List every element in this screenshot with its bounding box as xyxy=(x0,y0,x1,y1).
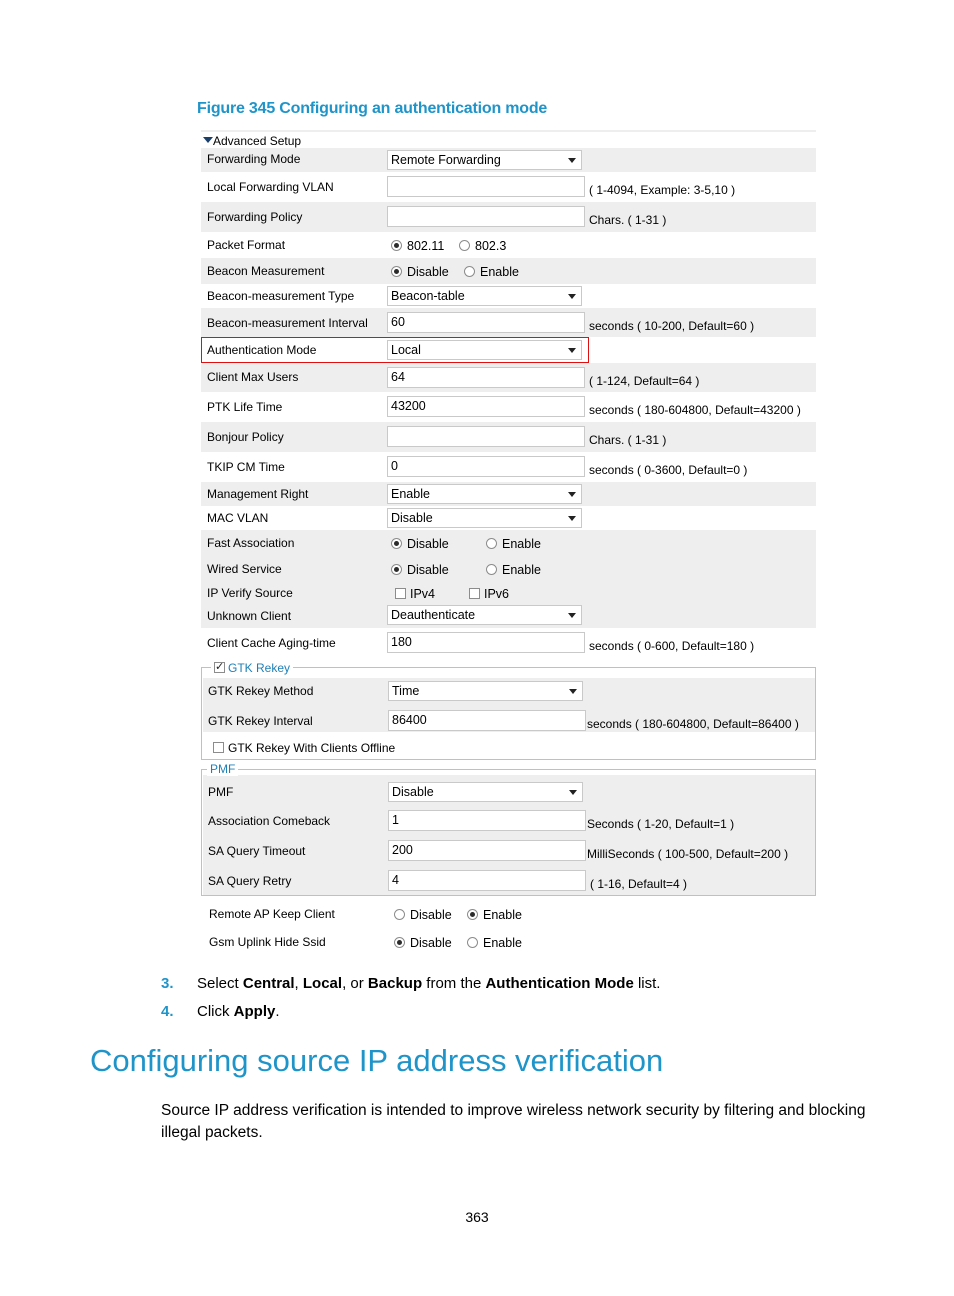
gtk-rekey-method-select[interactable] xyxy=(388,681,583,701)
authentication-mode-term: Authentication Mode xyxy=(485,975,634,992)
beacon-measurement-label: Beacon Measurement xyxy=(207,264,325,278)
wired-service-disable-label: Disable xyxy=(407,563,449,577)
beacon-measurement-type-value: Beacon-table xyxy=(391,289,465,303)
client-max-users-row xyxy=(201,363,816,392)
sa-query-retry-hint: ( 1-16, Default=4 ) xyxy=(590,877,688,891)
step-4-part: . xyxy=(275,1003,280,1020)
packet-format-row xyxy=(201,232,816,258)
packet-format-8023-radio[interactable] xyxy=(459,240,470,251)
remote-ap-keep-client-disable-label: Disable xyxy=(410,908,452,922)
chevron-down-icon xyxy=(569,790,577,795)
gsm-uplink-hide-ssid-enable-radio[interactable] xyxy=(467,937,478,948)
pmf-label: PMF xyxy=(208,785,234,799)
remote-ap-keep-client-enable-label: Enable xyxy=(483,908,522,922)
pmf-fieldset xyxy=(201,769,816,896)
packet-format-8023-label: 802.3 xyxy=(475,239,507,253)
packet-format-80211-label: 802.11 xyxy=(407,239,445,253)
packet-format-80211-radio[interactable] xyxy=(391,240,402,251)
forwarding-mode-select[interactable] xyxy=(387,150,582,170)
forwarding-mode-value: Remote Forwarding xyxy=(391,153,501,167)
step-4-number: 4. xyxy=(161,1003,174,1020)
bonjour-policy-input[interactable] xyxy=(387,426,585,447)
association-comeback-hint: Seconds ( 1-20, Default=1 ) xyxy=(587,817,735,831)
fast-association-label: Fast Association xyxy=(207,536,295,550)
sa-query-timeout-label: SA Query Timeout xyxy=(208,844,306,858)
beacon-measurement-enable-radio[interactable] xyxy=(464,266,475,277)
forwarding-mode-label: Forwarding Mode xyxy=(207,152,301,166)
local-forwarding-vlan-label: Local Forwarding VLAN xyxy=(207,180,334,194)
unknown-client-label: Unknown Client xyxy=(207,609,292,623)
management-right-row xyxy=(201,482,816,506)
step-3-part: , or xyxy=(342,975,368,992)
mac-vlan-row xyxy=(201,506,816,530)
beacon-measurement-row xyxy=(201,258,816,284)
forwarding-policy-hint: Chars. ( 1-31 ) xyxy=(589,213,667,227)
gtk-rekey-legend[interactable] xyxy=(211,661,293,675)
page-number: 363 xyxy=(465,1209,489,1225)
fast-association-disable-radio[interactable] xyxy=(391,538,402,549)
authentication-mode-value: Local xyxy=(391,343,421,357)
association-comeback-label: Association Comeback xyxy=(208,814,331,828)
ip-verify-ipv6-label: IPv6 xyxy=(484,587,510,601)
fast-association-enable-radio[interactable] xyxy=(486,538,497,549)
apply-term: Apply xyxy=(233,1003,276,1020)
forwarding-policy-label: Forwarding Policy xyxy=(207,210,303,224)
sa-query-retry-input[interactable]: 4 xyxy=(388,870,586,891)
unknown-client-row xyxy=(201,604,816,628)
ip-verify-ipv4-label: IPv4 xyxy=(410,587,436,601)
unknown-client-select[interactable] xyxy=(387,605,582,625)
beacon-measurement-enable-label: Enable xyxy=(480,265,519,279)
top-divider xyxy=(201,130,816,132)
tkip-cm-time-hint: seconds ( 0-3600, Default=0 ) xyxy=(589,463,748,477)
step-3-number: 3. xyxy=(161,975,174,992)
chevron-down-icon xyxy=(568,492,576,497)
local-option-term: Local xyxy=(302,975,343,992)
gtk-rekey-enable-checkbox[interactable] xyxy=(214,662,225,673)
management-right-select[interactable] xyxy=(387,484,582,504)
wired-service-row xyxy=(201,556,816,606)
body-paragraph: Source IP address verification is intended to improve wireless network security by filtering and blocking illegal packets. xyxy=(161,1102,866,1141)
chevron-down-icon xyxy=(568,613,576,618)
management-right-value: Enable xyxy=(391,487,430,501)
step-3-text xyxy=(197,975,660,992)
pmf-select[interactable] xyxy=(388,782,583,802)
ptk-life-time-label: PTK Life Time xyxy=(207,400,283,414)
gtk-rekey-offline-checkbox[interactable] xyxy=(213,742,224,753)
gsm-uplink-hide-ssid-disable-radio[interactable] xyxy=(394,937,405,948)
sa-query-timeout-input[interactable]: 200 xyxy=(388,840,586,861)
remote-ap-keep-client-enable-radio[interactable] xyxy=(467,909,478,920)
client-cache-aging-time-label: Client Cache Aging-time xyxy=(207,636,336,650)
advanced-setup-title: Advanced Setup xyxy=(213,134,302,148)
client-cache-aging-time-row xyxy=(201,628,816,658)
client-max-users-hint: ( 1-124, Default=64 ) xyxy=(589,374,700,388)
step-3-part: , xyxy=(294,975,303,992)
tkip-cm-time-label: TKIP CM Time xyxy=(207,460,285,474)
ptk-life-time-hint: seconds ( 180-604800, Default=43200 ) xyxy=(589,403,801,417)
gtk-rekey-interval-hint: seconds ( 180-604800, Default=86400 ) xyxy=(587,717,799,731)
beacon-measurement-interval-row xyxy=(201,308,816,337)
gsm-uplink-hide-ssid-label: Gsm Uplink Hide Ssid xyxy=(209,935,326,949)
backup-option-term: Backup xyxy=(367,975,423,992)
pmf-legend: PMF xyxy=(207,762,238,776)
forwarding-mode-row xyxy=(201,148,816,172)
wired-service-label: Wired Service xyxy=(207,562,282,576)
forwarding-policy-input[interactable] xyxy=(387,206,585,227)
beacon-measurement-type-row xyxy=(201,284,816,308)
collapse-triangle-icon[interactable] xyxy=(203,137,213,143)
management-right-label: Management Right xyxy=(207,487,309,501)
forwarding-policy-row xyxy=(201,202,816,232)
ptk-life-time-input[interactable]: 43200 xyxy=(387,396,585,417)
advanced-setup-header[interactable] xyxy=(201,133,816,149)
advanced-setup-form xyxy=(201,130,816,955)
gtk-rekey-offline-label: GTK Rekey With Clients Offline xyxy=(228,741,396,755)
mac-vlan-label: MAC VLAN xyxy=(207,511,269,525)
sa-query-retry-label: SA Query Retry xyxy=(208,874,292,888)
gtk-rekey-interval-label: GTK Rekey Interval xyxy=(208,714,313,728)
mac-vlan-value: Disable xyxy=(391,511,433,525)
gsm-uplink-hide-ssid-row xyxy=(201,932,816,956)
client-max-users-input[interactable]: 64 xyxy=(387,367,585,388)
local-forwarding-vlan-row xyxy=(201,172,816,202)
gtk-rekey-method-label: GTK Rekey Method xyxy=(208,684,314,698)
bonjour-policy-row xyxy=(201,422,816,452)
gtk-rekey-fieldset xyxy=(201,667,816,760)
step-4-part: Click xyxy=(197,1003,234,1020)
gtk-rekey-title: GTK Rekey xyxy=(228,661,291,675)
gsm-uplink-hide-ssid-disable-label: Disable xyxy=(410,936,452,950)
pmf-value: Disable xyxy=(392,785,434,799)
chevron-down-icon xyxy=(569,689,577,694)
step-3-part: list. xyxy=(633,975,661,992)
client-cache-aging-time-hint: seconds ( 0-600, Default=180 ) xyxy=(589,639,755,653)
fast-association-disable-label: Disable xyxy=(407,537,449,551)
ip-verify-ipv4-checkbox[interactable] xyxy=(395,588,406,599)
local-forwarding-vlan-hint: ( 1-4094, Example: 3-5,10 ) xyxy=(589,183,736,197)
tkip-cm-time-input[interactable]: 0 xyxy=(387,456,585,477)
step-3-part: from the xyxy=(422,975,486,992)
unknown-client-value: Deauthenticate xyxy=(391,608,476,622)
authentication-mode-highlight xyxy=(201,337,589,363)
beacon-measurement-type-select[interactable] xyxy=(387,286,582,306)
beacon-measurement-disable-label: Disable xyxy=(407,265,449,279)
client-max-users-label: Client Max Users xyxy=(207,370,299,384)
remote-ap-keep-client-disable-radio[interactable] xyxy=(394,909,405,920)
chevron-down-icon xyxy=(568,158,576,163)
beacon-measurement-disable-radio[interactable] xyxy=(391,266,402,277)
bonjour-policy-hint: Chars. ( 1-31 ) xyxy=(589,433,667,447)
remote-ap-keep-client-label: Remote AP Keep Client xyxy=(209,907,335,921)
mac-vlan-select[interactable] xyxy=(387,508,582,528)
section-heading: Configuring source IP address verification xyxy=(90,1043,664,1078)
gtk-rekey-interval-input[interactable]: 86400 xyxy=(388,710,586,731)
beacon-measurement-interval-label: Beacon-measurement Interval xyxy=(207,316,368,330)
wired-service-enable-radio[interactable] xyxy=(486,564,497,575)
chevron-down-icon xyxy=(568,294,576,299)
remote-ap-keep-client-row xyxy=(201,904,816,928)
sa-query-timeout-hint: MilliSeconds ( 100-500, Default=200 ) xyxy=(587,847,789,861)
association-comeback-input[interactable]: 1 xyxy=(388,810,586,831)
gtk-rekey-method-value: Time xyxy=(392,684,420,698)
chevron-down-icon xyxy=(568,516,576,521)
beacon-measurement-type-label: Beacon-measurement Type xyxy=(207,289,355,303)
wired-service-disable-radio[interactable] xyxy=(391,564,402,575)
ip-verify-source-label: IP Verify Source xyxy=(207,586,293,600)
tkip-cm-time-row xyxy=(201,452,816,482)
beacon-measurement-interval-input[interactable]: 60 xyxy=(387,312,585,333)
figure-caption: Figure 345 Configuring an authentication mode xyxy=(197,100,548,117)
ptk-life-time-row xyxy=(201,392,816,422)
local-forwarding-vlan-input[interactable] xyxy=(387,176,585,197)
fast-association-enable-label: Enable xyxy=(502,537,541,551)
beacon-measurement-interval-hint: seconds ( 10-200, Default=60 ) xyxy=(589,319,755,333)
ip-verify-ipv6-checkbox[interactable] xyxy=(469,588,480,599)
packet-format-label: Packet Format xyxy=(207,238,286,252)
bonjour-policy-label: Bonjour Policy xyxy=(207,430,284,444)
central-option-term: Central xyxy=(242,975,295,992)
step-3-part: Select xyxy=(197,975,243,992)
client-cache-aging-time-input[interactable]: 180 xyxy=(387,632,585,653)
gsm-uplink-hide-ssid-enable-label: Enable xyxy=(483,936,522,950)
authentication-mode-label: Authentication Mode xyxy=(207,343,317,357)
wired-service-enable-label: Enable xyxy=(502,563,541,577)
fast-association-row xyxy=(201,530,816,556)
step-4-text xyxy=(197,1003,280,1020)
